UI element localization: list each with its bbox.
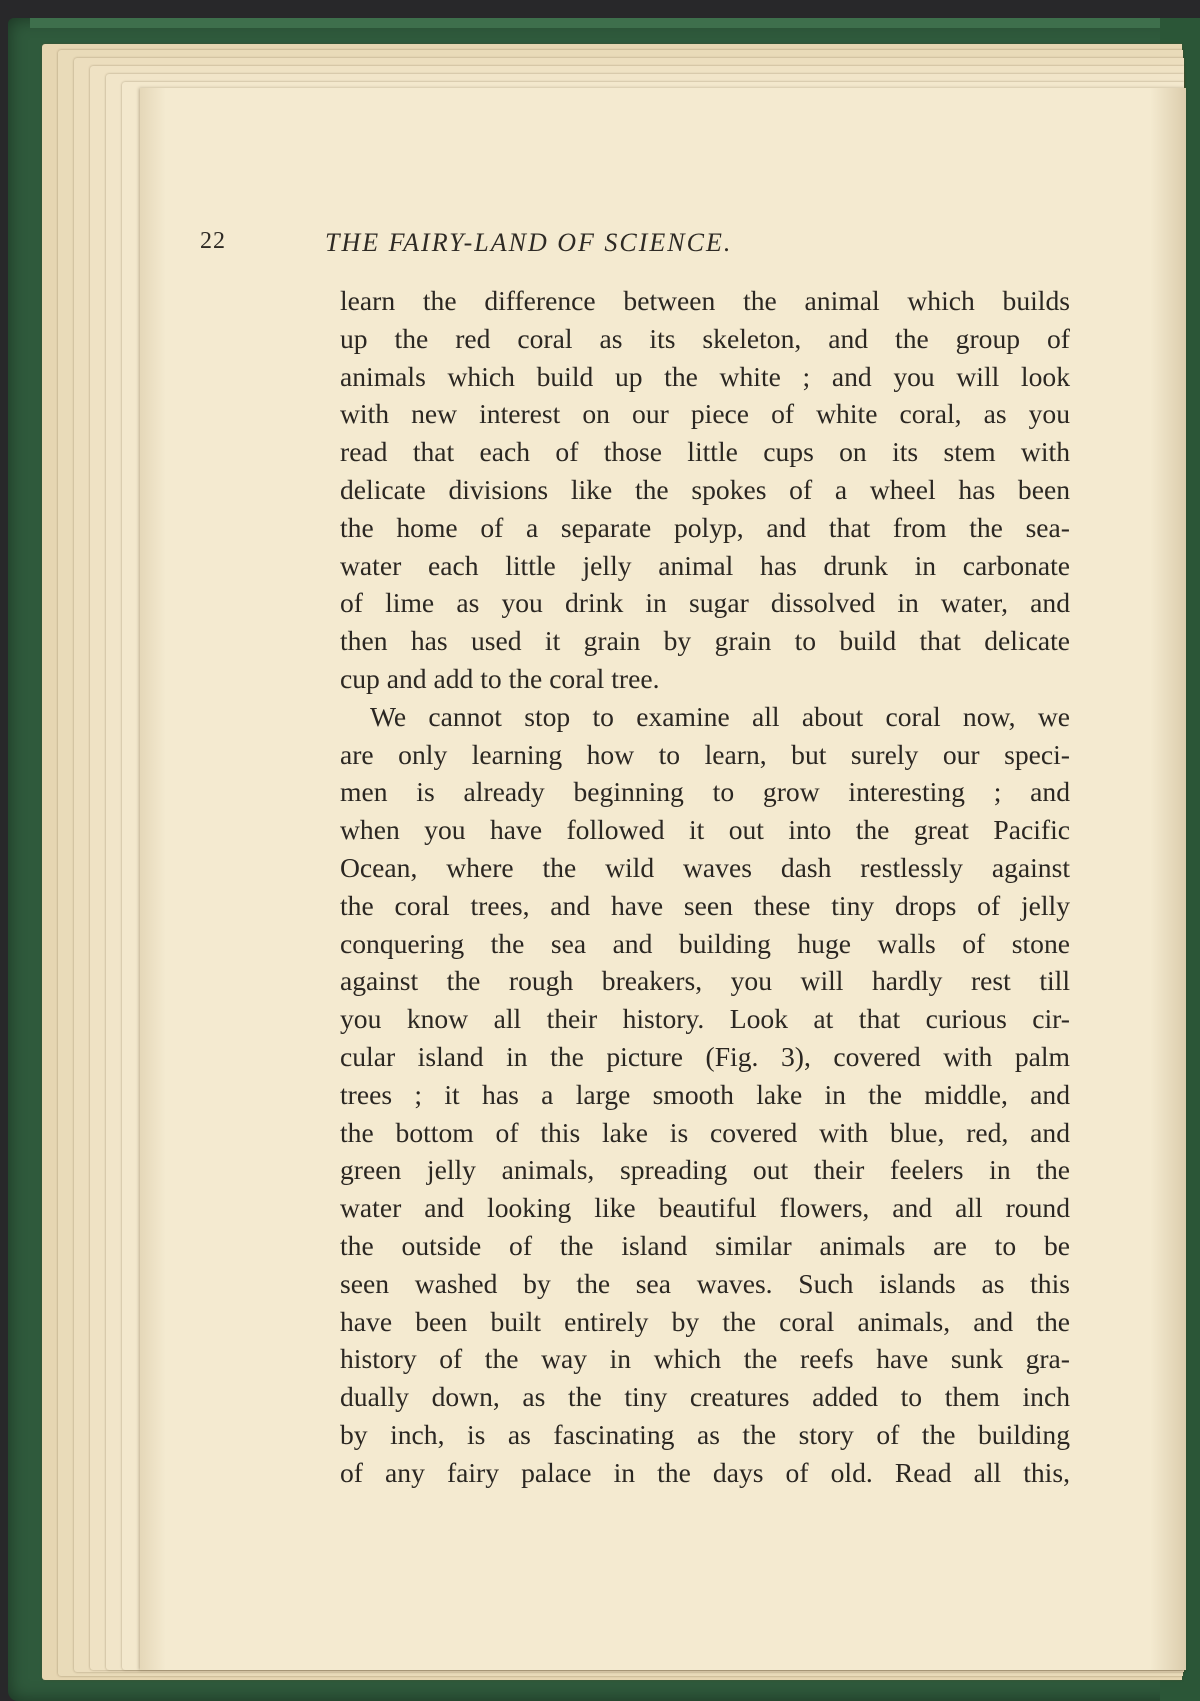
text-line: then has used it grain by grain to build that delicate bbox=[340, 625, 1070, 657]
running-title: THE FAIRY-LAND OF SCIENCE. bbox=[325, 228, 733, 257]
page-header bbox=[200, 228, 960, 262]
cover-top-edge bbox=[30, 18, 1200, 28]
text-line: of any fairy palace in the days of old. Read all this, bbox=[340, 1456, 1070, 1488]
text-line: seen washed by the sea waves. Such islands as this bbox=[340, 1267, 1070, 1299]
text-line: you know all their history. Look at that curious cir- bbox=[340, 1003, 1070, 1035]
text-line: dually down, as the tiny creatures added to them inch bbox=[340, 1381, 1070, 1413]
page-number: 22 bbox=[200, 228, 226, 254]
text-line: the coral trees, and have seen these tiny drops of jelly bbox=[340, 889, 1070, 921]
text-line: by inch, is as fascinating as the story of the building bbox=[340, 1418, 1070, 1450]
text-line: against the rough breakers, you will hardly rest till bbox=[340, 965, 1070, 997]
text-line: Ocean, where the wild waves dash restlessly against bbox=[340, 851, 1070, 883]
text-line: have been built entirely by the coral animals, and the bbox=[340, 1305, 1070, 1337]
text-line: the bottom of this lake is covered with blue, red, and bbox=[340, 1116, 1070, 1148]
text-line: the home of a separate polyp, and that from the sea- bbox=[340, 511, 1070, 543]
text-line: cup and add to the coral tree. bbox=[340, 662, 660, 694]
text-line: the outside of the island similar animals are to be bbox=[340, 1229, 1070, 1261]
text-line: up the red coral as its skeleton, and the group of bbox=[340, 322, 1070, 354]
body-text bbox=[340, 282, 1070, 1492]
text-line: trees ; it has a large smooth lake in the middle, and bbox=[340, 1078, 1070, 1110]
text-line: delicate divisions like the spokes of a wheel has been bbox=[340, 473, 1070, 505]
text-line: water each little jelly animal has drunk in carbonate bbox=[340, 549, 1070, 581]
text-line: water and looking like beautiful flowers, and all round bbox=[340, 1192, 1070, 1224]
text-line: when you have followed it out into the great Pacific bbox=[340, 814, 1070, 846]
text-line: learn the difference between the animal which builds bbox=[340, 285, 1070, 316]
text-line: with new interest on our piece of white coral, as you bbox=[340, 398, 1070, 430]
paragraph-1 bbox=[340, 282, 1070, 698]
text-line: are only learning how to learn, but surely our speci- bbox=[340, 738, 1070, 770]
text-line: men is already beginning to grow interesting ; and bbox=[340, 776, 1070, 808]
text-line: of lime as you drink in sugar dissolved in water, and bbox=[340, 587, 1070, 619]
text-line: cular island in the picture (Fig. 3), covered with palm bbox=[340, 1040, 1070, 1072]
paragraph-2 bbox=[340, 698, 1070, 1492]
text-line: green jelly animals, spreading out their feelers in the bbox=[340, 1154, 1070, 1186]
text-line: animals which build up the white ; and you will look bbox=[340, 360, 1070, 392]
text-line: history of the way in which the reefs have sunk gra- bbox=[340, 1343, 1070, 1375]
text-line: We cannot stop to examine all about coral now, we bbox=[370, 700, 1070, 732]
text-line: read that each of those little cups on its stem with bbox=[340, 436, 1070, 468]
text-line: conquering the sea and building huge walls of stone bbox=[340, 927, 1070, 959]
